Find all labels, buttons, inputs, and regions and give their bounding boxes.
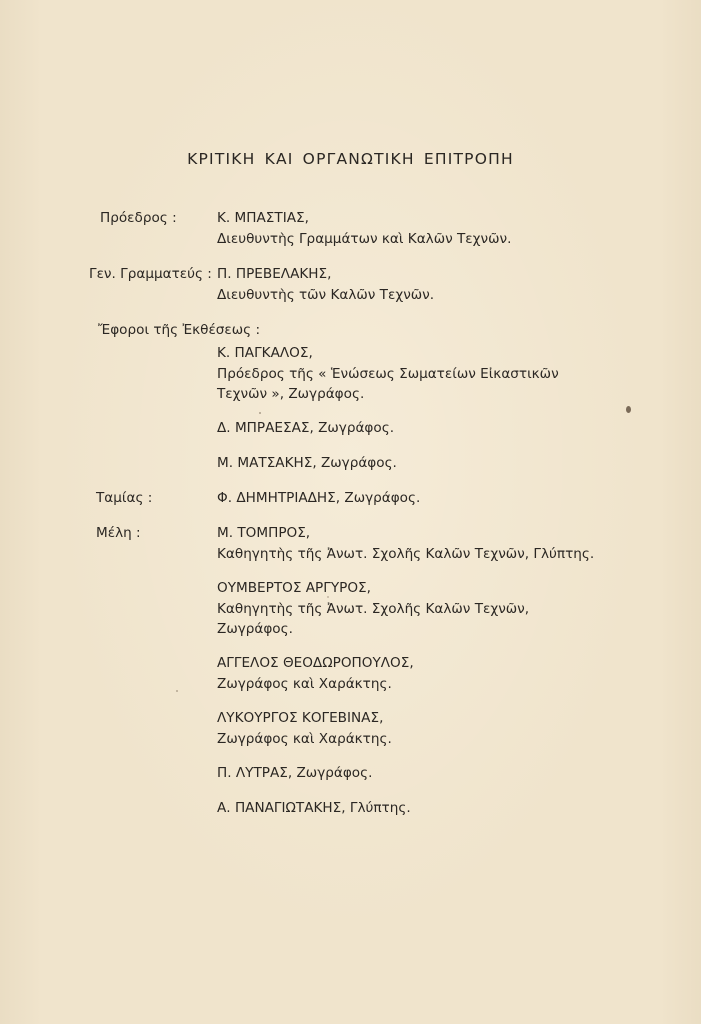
paper-speck bbox=[327, 596, 329, 598]
member-line: ΑΓΓΕΛΟΣ ΘΕΟΔΩΡΟΠΟΥΛΟΣ, bbox=[217, 655, 414, 671]
president-label: Πρόεδρος : bbox=[100, 210, 177, 226]
paper-speck bbox=[259, 412, 261, 414]
paper-speck bbox=[626, 406, 631, 413]
ephor-line: Κ. ΠΑΓΚΑΛΟΣ, bbox=[217, 345, 313, 361]
member-line: Καθηγητὴς τῆς Ἀνωτ. Σχολῆς Καλῶν Τεχνῶν, Γλύπτης. bbox=[217, 545, 595, 562]
ephor-line: Μ. ΜΑΤΣΑΚΗΣ, Ζωγράφος. bbox=[217, 455, 397, 471]
member-line: Α. ΠΑΝΑΓΙΩΤΑΚΗΣ, Γλύπτης. bbox=[217, 800, 411, 816]
treasurer-label: Ταμίας : bbox=[96, 490, 153, 506]
member-entry bbox=[217, 578, 529, 640]
member-line: Καθηγητὴς τῆς Ἀνωτ. Σχολῆς Καλῶν Τεχνῶν, bbox=[217, 600, 530, 617]
member-entry bbox=[217, 523, 594, 564]
treasurer-name: Φ. ΔΗΜΗΤΡΙΑΔΗΣ, Ζωγράφος. bbox=[217, 490, 421, 506]
treasurer-entry bbox=[217, 488, 420, 509]
ephor-line: Τεχνῶν », Ζωγράφος. bbox=[217, 386, 365, 402]
ephor-line: Πρόεδρος τῆς « Ἑνώσεως Σωματείων Εἰκαστικῶν bbox=[217, 365, 559, 382]
president-name: Κ. ΜΠΑΣΤΙΑΣ, bbox=[217, 210, 309, 226]
ephor-entry bbox=[217, 343, 559, 405]
ephors-label: Ἔφοροι τῆς Ἐκθέσεως : bbox=[98, 322, 261, 338]
president-entry bbox=[217, 208, 511, 249]
president-role: Διευθυντὴς Γραμμάτων καὶ Καλῶν Τεχνῶν. bbox=[217, 230, 512, 247]
member-line: Π. ΛΥΤΡΑΣ, Ζωγράφος. bbox=[217, 765, 373, 781]
paper-speck bbox=[176, 690, 178, 692]
member-line: ΛΥΚΟΥΡΓΟΣ ΚΟΓΕΒΙΝΑΣ, bbox=[217, 710, 384, 726]
page-title: ΚΡΙΤΙΚΗ ΚΑΙ ΟΡΓΑΝΩΤΙΚΗ ΕΠΙΤΡΟΠΗ bbox=[187, 150, 514, 168]
member-entry bbox=[217, 653, 414, 694]
member-entry bbox=[217, 798, 411, 819]
member-line: ΟΥΜΒΕΡΤΟΣ ΑΡΓΥΡΟΣ, bbox=[217, 580, 371, 596]
members-label: Μέλη : bbox=[96, 525, 141, 541]
member-line: Μ. ΤΟΜΠΡΟΣ, bbox=[217, 525, 311, 541]
ephor-entry bbox=[217, 453, 397, 474]
ephor-entry bbox=[217, 418, 394, 439]
member-line: Ζωγράφος. bbox=[217, 621, 293, 637]
ephor-line: Δ. ΜΠΡΑΕΣΑΣ, Ζωγράφος. bbox=[217, 420, 395, 436]
member-entry bbox=[217, 763, 372, 784]
secretary-label: Γεν. Γραμματεύς : bbox=[89, 266, 212, 282]
member-entry bbox=[217, 708, 392, 749]
member-line: Ζωγράφος καὶ Χαράκτης. bbox=[217, 675, 392, 692]
secretary-name: Π. ΠΡΕΒΕΛΑΚΗΣ, bbox=[217, 266, 332, 282]
secretary-entry bbox=[217, 264, 434, 305]
secretary-role: Διευθυντὴς τῶν Καλῶν Τεχνῶν. bbox=[217, 286, 435, 303]
member-line: Ζωγράφος καὶ Χαράκτης. bbox=[217, 730, 392, 747]
